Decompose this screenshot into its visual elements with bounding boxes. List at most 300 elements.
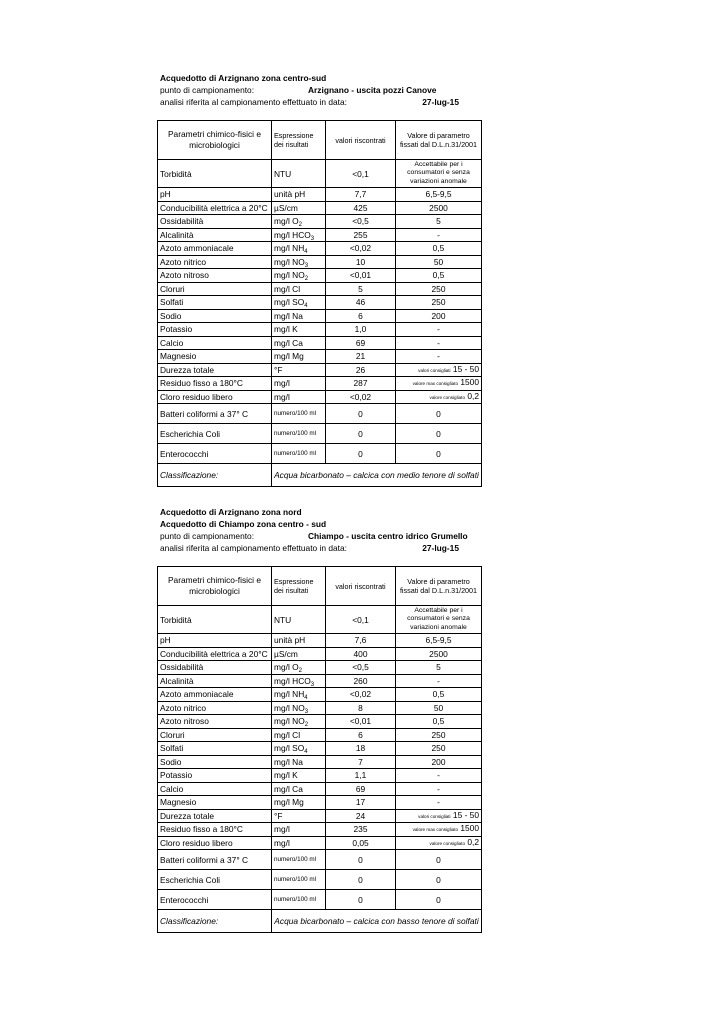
parameter-unit bbox=[272, 755, 326, 769]
table-row bbox=[158, 823, 482, 837]
parameter-limit bbox=[396, 634, 482, 648]
parameter-name: Durezza totale bbox=[158, 363, 272, 377]
parameter-name: Azoto nitrico bbox=[158, 701, 272, 715]
unit-text: mg/l K bbox=[274, 770, 298, 781]
parameter-value: 7,7 bbox=[326, 188, 396, 202]
table-row bbox=[158, 796, 482, 810]
parameter-name: Solfati bbox=[158, 296, 272, 310]
limit-value: 250 bbox=[431, 729, 446, 740]
parameter-limit bbox=[396, 350, 482, 364]
parameter-unit bbox=[272, 661, 326, 675]
unit-text: mg/l bbox=[274, 378, 290, 389]
table-row bbox=[158, 282, 482, 296]
parameter-name: Enterococchi bbox=[158, 890, 272, 910]
parameter-unit bbox=[272, 782, 326, 796]
table-row bbox=[158, 809, 482, 823]
parameter-unit: numero/100 ml bbox=[272, 870, 326, 890]
limit-value: 250 bbox=[431, 297, 446, 308]
limit-value: 6,5-9,5 bbox=[425, 189, 452, 200]
unit-text: mg/l Cl bbox=[274, 283, 301, 294]
parameter-value: 0 bbox=[326, 850, 396, 870]
parameter-unit bbox=[272, 647, 326, 661]
table-row bbox=[158, 661, 482, 675]
table-row bbox=[158, 377, 482, 391]
sampling-date-value: 27-lug-15 bbox=[422, 543, 459, 553]
parameter-limit bbox=[396, 188, 482, 202]
parameter-unit bbox=[272, 188, 326, 202]
parameter-unit bbox=[272, 242, 326, 256]
table-row bbox=[158, 160, 482, 188]
parameter-value: 6 bbox=[326, 309, 396, 323]
parameter-unit bbox=[272, 701, 326, 715]
limit-value: - bbox=[437, 675, 440, 686]
limit-value: 50 bbox=[433, 256, 444, 267]
parameter-value: <0,02 bbox=[326, 390, 396, 404]
table-row bbox=[158, 242, 482, 256]
table-row bbox=[158, 363, 482, 377]
parameter-limit bbox=[396, 647, 482, 661]
unit-text: unità pH bbox=[274, 189, 306, 200]
classification-row bbox=[158, 464, 482, 487]
unit-text: mg/l Na bbox=[274, 310, 303, 321]
parameter-unit: numero/100 ml bbox=[272, 424, 326, 444]
parameter-limit bbox=[396, 782, 482, 796]
limit-value: 6,5-9,5 bbox=[425, 635, 452, 646]
unit-text: mg/l NO bbox=[274, 716, 305, 727]
parameter-value: 260 bbox=[326, 674, 396, 688]
unit-text: mg/l NO bbox=[274, 256, 305, 267]
parameter-value: 5 bbox=[326, 282, 396, 296]
table-row bbox=[158, 188, 482, 202]
classification-label: Classificazione: bbox=[158, 464, 272, 487]
parameter-name: Azoto nitrico bbox=[158, 255, 272, 269]
limit-value: - bbox=[437, 797, 440, 808]
limit-note: valore max consigliato bbox=[412, 381, 459, 387]
parameter-unit bbox=[272, 823, 326, 837]
unit-text: mg/l Mg bbox=[274, 797, 304, 808]
parameter-value: <0,1 bbox=[326, 606, 396, 634]
table-row bbox=[158, 215, 482, 229]
table-row bbox=[158, 390, 482, 404]
parameter-value: 1,0 bbox=[326, 323, 396, 337]
limit-note: valori consigliati bbox=[418, 367, 451, 373]
sampling-point-value: Arzignano - uscita pozzi Canove bbox=[308, 85, 437, 95]
parameter-limit bbox=[396, 282, 482, 296]
parameter-value: 400 bbox=[326, 647, 396, 661]
parameter-name: Escherichia Coli bbox=[158, 424, 272, 444]
table-row bbox=[158, 890, 482, 910]
parameter-limit: 0 bbox=[396, 890, 482, 910]
table-row bbox=[158, 255, 482, 269]
parameter-value: 8 bbox=[326, 701, 396, 715]
parameter-limit bbox=[396, 796, 482, 810]
parameter-limit: 0 bbox=[396, 404, 482, 424]
unit-text: mg/l O bbox=[274, 216, 299, 227]
parameter-limit bbox=[396, 377, 482, 391]
table-row bbox=[158, 404, 482, 424]
parameter-name: Azoto nitroso bbox=[158, 269, 272, 283]
sampling-date-label: analisi riferita al campionamento effettuato in data: bbox=[160, 97, 347, 107]
parameter-limit: 0 bbox=[396, 850, 482, 870]
unit-subscript: 2 bbox=[298, 222, 303, 228]
parameter-name: Enterococchi bbox=[158, 444, 272, 464]
unit-subscript: 3 bbox=[304, 708, 309, 715]
unit-text: mg/l NO bbox=[274, 702, 305, 713]
parameter-unit bbox=[272, 715, 326, 729]
parameter-value: 26 bbox=[326, 363, 396, 377]
table-row bbox=[158, 715, 482, 729]
sampling-date-row bbox=[157, 542, 481, 554]
parameter-unit bbox=[272, 309, 326, 323]
classification-text: Acqua bicarbonato – calcica con basso tenore di solfati bbox=[272, 910, 482, 933]
parameter-limit bbox=[396, 769, 482, 783]
table-row bbox=[158, 728, 482, 742]
parameter-name: Residuo fisso a 180°C bbox=[158, 377, 272, 391]
limit-value: - bbox=[437, 229, 440, 240]
parameter-name: Conducibilità elettrica a 20°C bbox=[158, 647, 272, 661]
parameter-limit bbox=[396, 201, 482, 215]
parameter-value: 0 bbox=[326, 890, 396, 910]
parameter-limit: Accettabile per i consumatori e senza variazioni anomale bbox=[396, 606, 482, 634]
parameter-unit: NTU bbox=[272, 160, 326, 188]
parameter-value: 0 bbox=[326, 444, 396, 464]
header-found-values: valori riscontrati bbox=[326, 121, 396, 160]
limit-value: 50 bbox=[433, 702, 444, 713]
parameter-limit bbox=[396, 363, 482, 377]
section-header bbox=[157, 72, 481, 108]
parameter-limit bbox=[396, 661, 482, 675]
unit-text: µS/cm bbox=[274, 202, 298, 213]
table-row bbox=[158, 769, 482, 783]
parameter-value: 235 bbox=[326, 823, 396, 837]
unit-subscript: 4 bbox=[304, 695, 308, 701]
unit-text: mg/l NH bbox=[274, 243, 305, 254]
limit-value: 250 bbox=[431, 283, 446, 294]
unit-text: mg/l bbox=[274, 391, 290, 402]
parameter-name: Calcio bbox=[158, 336, 272, 350]
parameter-name: Sodio bbox=[158, 755, 272, 769]
header-parameter: Parametri chimico-fisici e microbiologici bbox=[158, 567, 272, 606]
parameter-limit bbox=[396, 836, 482, 850]
limit-value: 2500 bbox=[429, 202, 448, 213]
analysis-block-centro-sud bbox=[157, 72, 481, 480]
parameter-name: Ossidabilità bbox=[158, 661, 272, 675]
header-expression: Espressione dei risultati bbox=[272, 567, 326, 606]
parameter-value: <0,5 bbox=[326, 215, 396, 229]
parameter-limit bbox=[396, 715, 482, 729]
parameter-value: 0 bbox=[326, 424, 396, 444]
parameter-name: pH bbox=[158, 634, 272, 648]
limit-value: 0,5 bbox=[432, 243, 445, 254]
parameter-limit: 0 bbox=[396, 424, 482, 444]
aqueduct-title: Acquedotto di Arzignano zona nord bbox=[160, 507, 302, 517]
unit-text: mg/l Na bbox=[274, 756, 303, 767]
parameter-unit bbox=[272, 282, 326, 296]
unit-text: °F bbox=[274, 364, 283, 375]
limit-value: 2500 bbox=[429, 648, 448, 659]
parameter-limit bbox=[396, 296, 482, 310]
parameter-unit: NTU bbox=[272, 606, 326, 634]
parameter-unit: numero/100 ml bbox=[272, 444, 326, 464]
parameter-unit bbox=[272, 769, 326, 783]
parameter-value: 1,1 bbox=[326, 769, 396, 783]
table-row bbox=[158, 742, 482, 756]
parameter-unit bbox=[272, 296, 326, 310]
parameter-name: Alcalinità bbox=[158, 228, 272, 242]
parameter-name: Residuo fisso a 180°C bbox=[158, 823, 272, 837]
parameter-value: 17 bbox=[326, 796, 396, 810]
unit-text: mg/l O bbox=[274, 662, 299, 673]
table-row bbox=[158, 296, 482, 310]
parameter-unit bbox=[272, 728, 326, 742]
parameter-limit bbox=[396, 728, 482, 742]
table-row bbox=[158, 836, 482, 850]
parameter-limit bbox=[396, 336, 482, 350]
parameter-value: <0,02 bbox=[326, 242, 396, 256]
parameter-name: Ossidabilità bbox=[158, 215, 272, 229]
analysis-block-nord bbox=[157, 506, 481, 926]
parameter-value: 255 bbox=[326, 228, 396, 242]
parameter-name: Cloro residuo libero bbox=[158, 390, 272, 404]
parameter-value: 425 bbox=[326, 201, 396, 215]
table-row bbox=[158, 350, 482, 364]
parameter-limit bbox=[396, 701, 482, 715]
table-row bbox=[158, 201, 482, 215]
limit-value: - bbox=[437, 337, 440, 348]
parameter-value: 287 bbox=[326, 377, 396, 391]
unit-subscript: 3 bbox=[310, 235, 315, 242]
parameter-limit bbox=[396, 323, 482, 337]
parameter-name: pH bbox=[158, 188, 272, 202]
table-row bbox=[158, 269, 482, 283]
table-row bbox=[158, 782, 482, 796]
limit-note: valore consigliato bbox=[429, 840, 466, 846]
parameter-limit bbox=[396, 688, 482, 702]
unit-text: mg/l bbox=[274, 824, 290, 835]
parameter-limit bbox=[396, 674, 482, 688]
parameter-value: 7,6 bbox=[326, 634, 396, 648]
limit-value: 1500 bbox=[460, 377, 479, 388]
limit-value: - bbox=[437, 770, 440, 781]
section-header bbox=[157, 506, 481, 554]
unit-text: mg/l NH bbox=[274, 689, 305, 700]
unit-text: mg/l Ca bbox=[274, 783, 303, 794]
parameter-value: 0,05 bbox=[326, 836, 396, 850]
limit-value: 5 bbox=[436, 216, 441, 227]
parameter-name: Azoto ammoniacale bbox=[158, 242, 272, 256]
parameter-name: Conducibilità elettrica a 20°C bbox=[158, 201, 272, 215]
table-row bbox=[158, 688, 482, 702]
parameter-value: 21 bbox=[326, 350, 396, 364]
limit-value: - bbox=[437, 351, 440, 362]
table-row bbox=[158, 634, 482, 648]
unit-subscript: 4 bbox=[304, 749, 308, 755]
unit-text: °F bbox=[274, 810, 283, 821]
parameter-name: Azoto nitroso bbox=[158, 715, 272, 729]
table-row bbox=[158, 755, 482, 769]
parameter-value: 18 bbox=[326, 742, 396, 756]
parameter-name: Cloruri bbox=[158, 728, 272, 742]
parameter-name: Batteri coliformi a 37° C bbox=[158, 850, 272, 870]
parameter-name: Torbidità bbox=[158, 160, 272, 188]
parameter-limit bbox=[396, 309, 482, 323]
parameter-name: Cloruri bbox=[158, 282, 272, 296]
unit-text: µS/cm bbox=[274, 648, 298, 659]
parameter-limit bbox=[396, 809, 482, 823]
limit-value: 0,5 bbox=[432, 270, 445, 281]
unit-text: unità pH bbox=[274, 635, 306, 646]
parameter-name: Magnesio bbox=[158, 350, 272, 364]
sampling-date-row bbox=[157, 96, 481, 108]
parameters-table bbox=[157, 120, 482, 487]
sampling-point-row bbox=[157, 84, 481, 96]
unit-text: mg/l Cl bbox=[274, 729, 301, 740]
parameters-table bbox=[157, 566, 482, 933]
limit-note: valore max consigliato bbox=[412, 827, 459, 833]
unit-text: mg/l HCO bbox=[274, 675, 311, 686]
unit-subscript: 2 bbox=[304, 276, 309, 282]
limit-value: 0,5 bbox=[432, 689, 445, 700]
parameter-name: Escherichia Coli bbox=[158, 870, 272, 890]
unit-text: mg/l Mg bbox=[274, 351, 304, 362]
parameter-value: <0,01 bbox=[326, 715, 396, 729]
unit-subscript: 3 bbox=[310, 681, 315, 688]
sampling-point-row bbox=[157, 530, 481, 542]
unit-text: mg/l Ca bbox=[274, 337, 303, 348]
parameter-limit bbox=[396, 755, 482, 769]
classification-label: Classificazione: bbox=[158, 910, 272, 933]
parameter-value: <0,5 bbox=[326, 661, 396, 675]
header-parameter: Parametri chimico-fisici e microbiologici bbox=[158, 121, 272, 160]
unit-subscript: 4 bbox=[304, 303, 308, 309]
limit-value: 5 bbox=[436, 662, 441, 673]
parameter-name: Azoto ammoniacale bbox=[158, 688, 272, 702]
parameter-unit bbox=[272, 201, 326, 215]
parameter-unit bbox=[272, 742, 326, 756]
parameter-unit bbox=[272, 269, 326, 283]
table-row bbox=[158, 336, 482, 350]
parameter-value: 46 bbox=[326, 296, 396, 310]
sampling-date-label: analisi riferita al campionamento effettuato in data: bbox=[160, 543, 347, 553]
parameter-unit bbox=[272, 796, 326, 810]
limit-value: 250 bbox=[431, 743, 446, 754]
parameter-unit: numero/100 ml bbox=[272, 850, 326, 870]
parameter-value: 0 bbox=[326, 870, 396, 890]
limit-value: 0,2 bbox=[467, 836, 479, 847]
parameter-limit bbox=[396, 742, 482, 756]
unit-subscript: 3 bbox=[304, 262, 309, 269]
parameter-unit bbox=[272, 323, 326, 337]
parameter-value: 7 bbox=[326, 755, 396, 769]
parameter-limit bbox=[396, 390, 482, 404]
limit-value: 15 - 50 bbox=[452, 809, 479, 820]
table-row bbox=[158, 850, 482, 870]
parameter-value: <0,02 bbox=[326, 688, 396, 702]
table-row bbox=[158, 309, 482, 323]
parameter-value: 24 bbox=[326, 809, 396, 823]
limit-value: 200 bbox=[431, 310, 446, 321]
parameter-name: Potassio bbox=[158, 769, 272, 783]
parameter-unit bbox=[272, 350, 326, 364]
table-row bbox=[158, 444, 482, 464]
parameter-value: 69 bbox=[326, 782, 396, 796]
unit-text: mg/l bbox=[274, 837, 290, 848]
table-row bbox=[158, 674, 482, 688]
parameter-value: 0 bbox=[326, 404, 396, 424]
parameter-name: Solfati bbox=[158, 742, 272, 756]
parameter-limit bbox=[396, 255, 482, 269]
parameter-name: Torbidità bbox=[158, 606, 272, 634]
parameter-value: <0,01 bbox=[326, 269, 396, 283]
parameter-name: Calcio bbox=[158, 782, 272, 796]
parameter-value: <0,1 bbox=[326, 160, 396, 188]
parameter-limit: Accettabile per i consumatori e senza variazioni anomale bbox=[396, 160, 482, 188]
parameter-unit bbox=[272, 634, 326, 648]
parameter-unit bbox=[272, 336, 326, 350]
parameter-value: 10 bbox=[326, 255, 396, 269]
parameter-value: 69 bbox=[326, 336, 396, 350]
parameter-limit: 0 bbox=[396, 444, 482, 464]
table-header-row bbox=[158, 121, 482, 160]
header-expression: Espressione dei risultati bbox=[272, 121, 326, 160]
table-row bbox=[158, 424, 482, 444]
parameter-unit bbox=[272, 228, 326, 242]
header-limit-values: Valore di parametro fissati dal D.L.n.31/2001 bbox=[396, 567, 482, 606]
header-limit-values: Valore di parametro fissati dal D.L.n.31/2001 bbox=[396, 121, 482, 160]
limit-value: 200 bbox=[431, 756, 446, 767]
parameter-name: Batteri coliformi a 37° C bbox=[158, 404, 272, 424]
unit-subscript: 2 bbox=[304, 722, 309, 728]
table-row bbox=[158, 870, 482, 890]
limit-value: - bbox=[437, 324, 440, 335]
parameter-unit: numero/100 ml bbox=[272, 404, 326, 424]
parameter-name: Cloro residuo libero bbox=[158, 836, 272, 850]
parameter-unit bbox=[272, 377, 326, 391]
parameter-unit bbox=[272, 674, 326, 688]
limit-value: 0,5 bbox=[432, 716, 445, 727]
aqueduct-title: Acquedotto di Chiampo zona centro - sud bbox=[160, 519, 327, 529]
parameter-name: Magnesio bbox=[158, 796, 272, 810]
table-row bbox=[158, 228, 482, 242]
unit-text: mg/l NO bbox=[274, 270, 305, 281]
classification-text: Acqua bicarbonato – calcica con medio tenore di solfati bbox=[272, 464, 482, 487]
header-found-values: valori riscontrati bbox=[326, 567, 396, 606]
parameter-unit bbox=[272, 688, 326, 702]
table-row bbox=[158, 606, 482, 634]
parameter-limit: 0 bbox=[396, 870, 482, 890]
table-row bbox=[158, 647, 482, 661]
parameter-value: 6 bbox=[326, 728, 396, 742]
table-row bbox=[158, 323, 482, 337]
classification-row bbox=[158, 910, 482, 933]
limit-note: valori consigliati bbox=[418, 813, 451, 819]
table-row bbox=[158, 701, 482, 715]
parameter-unit bbox=[272, 836, 326, 850]
unit-subscript: 4 bbox=[304, 249, 308, 255]
parameter-unit bbox=[272, 215, 326, 229]
unit-text: mg/l SO bbox=[274, 743, 305, 754]
parameter-unit: numero/100 ml bbox=[272, 890, 326, 910]
limit-value: 1500 bbox=[460, 823, 479, 834]
limit-value: 0,2 bbox=[467, 390, 479, 401]
aqueduct-title: Acquedotto di Arzignano zona centro-sud bbox=[160, 73, 327, 83]
unit-text: mg/l SO bbox=[274, 297, 305, 308]
parameter-unit bbox=[272, 363, 326, 377]
parameter-limit bbox=[396, 269, 482, 283]
limit-value: 15 - 50 bbox=[452, 363, 479, 374]
parameter-name: Durezza totale bbox=[158, 809, 272, 823]
sampling-point-label: punto di campionamento: bbox=[160, 85, 255, 95]
